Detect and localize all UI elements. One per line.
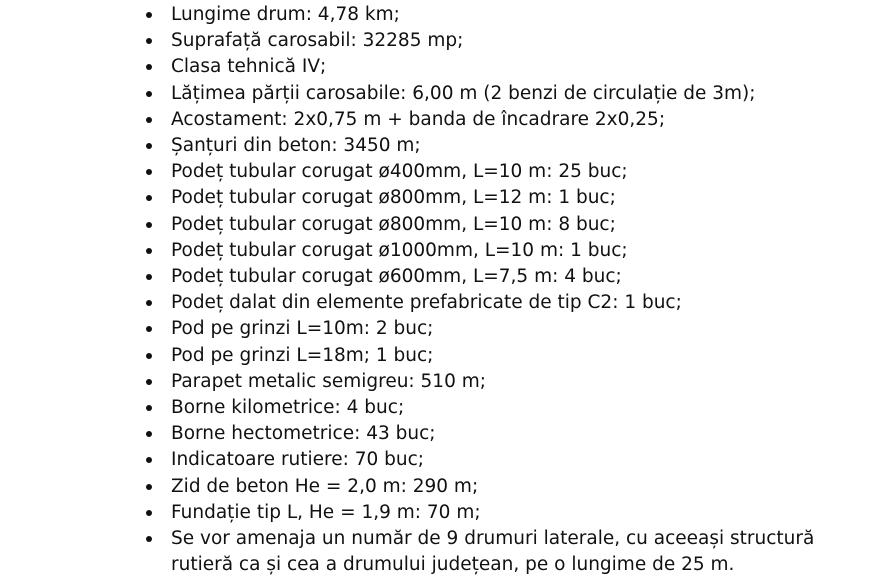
list-item: [0, 343, 896, 369]
list-item-text: Podeț tubular corugat ø800mm, L=12 m: 1 buc;: [171, 187, 616, 209]
list-item: [0, 159, 896, 185]
bullet-icon: [146, 274, 152, 280]
list-item: [0, 316, 896, 342]
list-item: [0, 474, 896, 500]
bullet-icon: [146, 143, 152, 149]
bullet-icon: [146, 169, 152, 175]
bullet-icon: [146, 195, 152, 201]
list-item-text: Podeț tubular corugat ø800mm, L=10 m: 8 buc;: [171, 213, 616, 235]
bullet-icon: [146, 431, 152, 437]
list-item-text: Indicatoare rutiere: 70 buc;: [171, 449, 425, 471]
list-item: [0, 421, 896, 447]
bullet-icon: [146, 510, 152, 516]
list-item-text: Zid de beton He = 2,0 m: 290 m;: [171, 475, 479, 497]
list-item-text: Podeț tubular corugat ø1000mm, L=10 m: 1 buc;: [171, 239, 628, 261]
list-item-text: Suprafață carosabil: 32285 mp;: [171, 30, 464, 52]
list-item: [0, 395, 896, 421]
list-item: [0, 290, 896, 316]
list-item: [0, 238, 896, 264]
list-item: [0, 447, 896, 473]
list-item: [0, 133, 896, 159]
list-item: [0, 526, 896, 578]
list-item: [0, 54, 896, 80]
bullet-icon: [146, 353, 152, 359]
list-item-text: Pod pe grinzi L=10m: 2 buc;: [171, 318, 434, 340]
list-item-text: Podeț tubular corugat ø600mm, L=7,5 m: 4 buc;: [171, 266, 622, 288]
bullet-icon: [146, 405, 152, 411]
list-item-text: Pod pe grinzi L=18m; 1 buc;: [171, 344, 434, 366]
list-item-text: Podeț tubular corugat ø400mm, L=10 m: 25 buc;: [171, 161, 628, 183]
list-item-text: Acostament: 2x0,75 m + banda de încadrare 2x0,25;: [171, 108, 666, 130]
list-item: [0, 81, 896, 107]
bullet-icon: [146, 484, 152, 490]
list-item-text: Parapet metalic semigreu: 510 m;: [171, 370, 486, 392]
list-item-text: Clasa tehnică IV;: [171, 56, 327, 78]
bullet-icon: [146, 457, 152, 463]
list-item: [0, 185, 896, 211]
list-item: [0, 500, 896, 526]
list-item-text-line-1: Se vor amenaja un număr de 9 drumuri laterale, cu aceeași structură: [171, 528, 815, 550]
list-item: [0, 2, 896, 28]
bullet-icon: [146, 91, 152, 97]
list-item-text: Borne hectometrice: 43 buc;: [171, 423, 436, 445]
bullet-list: [0, 2, 896, 578]
bullet-icon: [146, 248, 152, 254]
list-item: [0, 212, 896, 238]
list-item: [0, 264, 896, 290]
list-item-text: Fundație tip L, He = 1,9 m: 70 m;: [171, 501, 481, 523]
list-item: [0, 28, 896, 54]
bullet-icon: [146, 222, 152, 228]
list-item-text: Podeț dalat din elemente prefabricate de tip C2: 1 buc;: [171, 292, 682, 314]
list-item-text: Lățimea părții carosabile: 6,00 m (2 benzi de circulație de 3m);: [171, 82, 756, 104]
bullet-icon: [146, 326, 152, 332]
list-item-text: Borne kilometrice: 4 buc;: [171, 397, 405, 419]
bullet-icon: [146, 379, 152, 385]
bullet-icon: [146, 300, 152, 306]
bullet-icon: [146, 536, 152, 542]
list-item-text: Lungime drum: 4,78 km;: [171, 4, 400, 25]
bullet-icon: [146, 12, 152, 18]
list-item-text-line-2: rutieră ca și cea a drumului județean, pe o lungime de 25 m.: [171, 554, 735, 576]
list-item-text: Șanțuri din beton: 3450 m;: [171, 135, 421, 157]
bullet-icon: [146, 64, 152, 70]
list-item: [0, 369, 896, 395]
bullet-icon: [146, 117, 152, 123]
list-item: [0, 107, 896, 133]
bullet-icon: [146, 38, 152, 44]
